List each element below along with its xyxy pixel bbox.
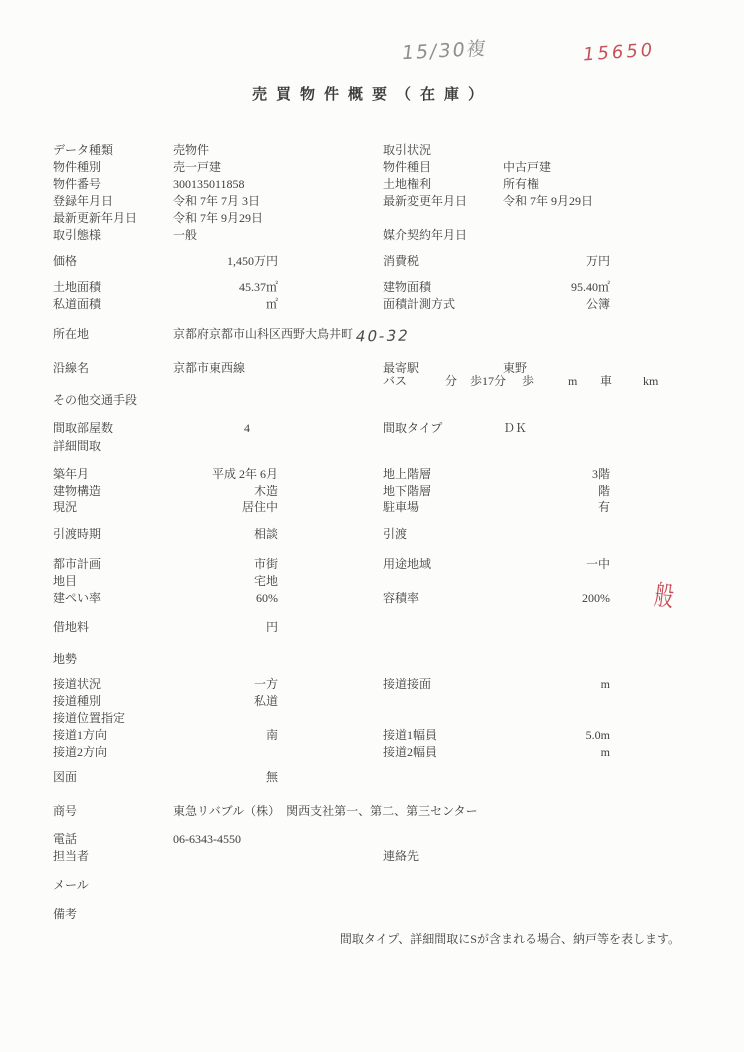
footer-note: 間取タイプ、詳細間取にSが含まれる場合、納戸等を表します。 xyxy=(339,932,680,946)
form-row xyxy=(0,227,744,243)
field-label: 備考 xyxy=(53,907,78,921)
form-row xyxy=(0,676,744,692)
field-label: 接道1幅員 xyxy=(383,728,438,742)
field-value: 南 xyxy=(265,728,278,742)
field-label: 建物面積 xyxy=(383,280,432,294)
address-value: 京都府京都市山科区西野大鳥井町 xyxy=(173,327,354,341)
field-label: 物件種目 xyxy=(383,160,432,174)
transit-row xyxy=(0,373,744,389)
field-value: 所有権 xyxy=(503,177,540,191)
form-row xyxy=(0,159,744,175)
transit-walk-label: 歩 xyxy=(470,374,483,388)
field-label: 土地権利 xyxy=(383,177,432,191)
field-label: 取引状況 xyxy=(383,143,432,157)
field-value: 宅地 xyxy=(253,574,278,588)
form-row xyxy=(0,499,744,515)
field-value: 売物件 xyxy=(173,143,210,157)
field-label: 担当者 xyxy=(53,849,90,863)
handwritten-red-mark: 般 xyxy=(652,578,676,614)
field-value: m xyxy=(600,677,610,691)
field-value: 東野 xyxy=(503,361,528,375)
document-title: 売買物件概要（在庫） xyxy=(251,86,492,103)
field-label: 電話 xyxy=(53,832,78,846)
field-label: 建物構造 xyxy=(53,484,102,498)
field-value: 階 xyxy=(597,484,610,498)
field-value: 平成 2年 6月 xyxy=(211,467,278,481)
field-label: 地目 xyxy=(53,574,78,588)
field-label: 最寄駅 xyxy=(383,361,420,375)
field-label: 最新変更年月日 xyxy=(383,194,468,208)
field-value: 令和 7年 9月29日 xyxy=(173,211,264,225)
form-row xyxy=(0,831,744,847)
transit-walk2-label: 歩 xyxy=(522,374,535,388)
field-value: 95.40㎡ xyxy=(570,280,610,294)
form-row xyxy=(0,176,744,192)
form-row-company xyxy=(0,803,744,819)
form-row xyxy=(0,466,744,482)
field-value: 一般 xyxy=(173,228,198,242)
handwritten-red-number: 15650 xyxy=(582,39,656,66)
field-value: 中古戸建 xyxy=(503,160,552,174)
field-label: 都市計画 xyxy=(53,557,102,571)
field-label: 借地料 xyxy=(53,620,90,634)
field-value: 円 xyxy=(265,620,278,634)
field-label: 最新更新年月日 xyxy=(53,211,138,225)
field-value: 一方 xyxy=(253,677,278,691)
field-value: 5.0m xyxy=(585,728,610,742)
form-row xyxy=(0,573,744,589)
field-label: メール xyxy=(53,878,89,892)
field-label: 接道1方向 xyxy=(53,728,108,742)
form-row xyxy=(0,556,744,572)
form-row xyxy=(0,420,744,436)
transit-bus-label: バス xyxy=(383,374,408,388)
field-value: ＤＫ xyxy=(503,421,528,435)
field-label: 駐車場 xyxy=(383,500,420,514)
field-label: 登録年月日 xyxy=(53,194,114,208)
handwritten-address-number: 40-32 xyxy=(354,326,412,346)
field-value: 60% xyxy=(256,591,278,605)
field-label: 用途地域 xyxy=(383,557,432,571)
form-row xyxy=(0,392,744,408)
form-row xyxy=(0,253,744,269)
field-label: 接道位置指定 xyxy=(53,711,126,725)
field-label: 価格 xyxy=(53,254,78,268)
transit-car-label: 車 xyxy=(600,374,613,388)
form-row xyxy=(0,906,744,922)
field-label: 間取部屋数 xyxy=(53,421,114,435)
field-label: 商号 xyxy=(53,804,78,818)
transit-bus-minutes-unit: 分 xyxy=(445,374,458,388)
field-label: 詳細間取 xyxy=(53,439,102,453)
form-row xyxy=(0,848,744,864)
field-value: ㎡ xyxy=(265,297,278,311)
field-value: 相談 xyxy=(253,527,278,541)
company-value: 東急リバブル（株） 関西支社第一、第二、第三センター xyxy=(173,804,478,818)
field-label: 接道2方向 xyxy=(53,745,108,759)
field-label: 地上階層 xyxy=(383,467,432,481)
field-label: 地勢 xyxy=(53,652,78,666)
form-row xyxy=(0,877,744,893)
field-value: 私道 xyxy=(253,694,278,708)
field-label: 接道2幅員 xyxy=(383,745,438,759)
field-label: 所在地 xyxy=(53,327,90,341)
field-label: 面積計測方式 xyxy=(383,297,456,311)
form-row xyxy=(0,651,744,667)
field-label: データ種類 xyxy=(53,143,114,157)
form-row xyxy=(0,279,744,295)
field-label: 接道種別 xyxy=(53,694,102,708)
field-label: 消費税 xyxy=(383,254,420,268)
field-label: 引渡 xyxy=(383,527,408,541)
field-value: 公簿 xyxy=(585,297,610,311)
field-value: 令和 7年 9月29日 xyxy=(503,194,594,208)
field-label: 築年月 xyxy=(53,467,90,481)
form-row xyxy=(0,693,744,709)
form-row xyxy=(0,193,744,209)
field-value: m xyxy=(600,745,610,759)
field-value: 一中 xyxy=(585,557,610,571)
field-label: 物件種別 xyxy=(53,160,102,174)
form-row xyxy=(0,296,744,312)
form-row xyxy=(0,483,744,499)
form-row xyxy=(0,142,744,158)
field-label: 接道接面 xyxy=(383,677,432,691)
field-value: 1,450万円 xyxy=(226,254,278,268)
field-value: 木造 xyxy=(253,484,278,498)
field-label: 私道面積 xyxy=(53,297,102,311)
form-row xyxy=(0,744,744,760)
form-row xyxy=(0,769,744,785)
field-label: 図面 xyxy=(53,770,78,784)
field-value: 居住中 xyxy=(241,500,278,514)
field-label: 現況 xyxy=(53,500,78,514)
field-label: 容積率 xyxy=(383,591,420,605)
field-value: 4 xyxy=(244,421,250,435)
transit-walk-minutes: 17分 xyxy=(482,374,507,388)
form-row xyxy=(0,210,744,226)
field-value: 市街 xyxy=(253,557,278,571)
transit-km-unit: km xyxy=(643,374,659,388)
field-value: 京都市東西線 xyxy=(173,361,246,375)
field-label: 連絡先 xyxy=(383,849,420,863)
form-row xyxy=(0,727,744,743)
field-value: 3階 xyxy=(591,467,610,481)
form-row xyxy=(0,619,744,635)
field-label: 建ぺい率 xyxy=(53,591,102,605)
form-row xyxy=(0,590,744,606)
form-row xyxy=(0,526,744,542)
field-value: 45.37㎡ xyxy=(238,280,278,294)
field-value: 300135011858 xyxy=(173,177,245,191)
field-value: 売一戸建 xyxy=(173,160,222,174)
field-label: 引渡時期 xyxy=(53,527,102,541)
field-label: 取引態様 xyxy=(53,228,102,242)
field-label: 媒介契約年月日 xyxy=(383,228,468,242)
field-label: 接道状況 xyxy=(53,677,102,691)
field-label: 間取タイプ xyxy=(383,421,443,435)
field-label: 土地面積 xyxy=(53,280,102,294)
field-label: その他交通手段 xyxy=(53,393,138,407)
field-value: 令和 7年 7月 3日 xyxy=(173,194,261,208)
field-value: 200% xyxy=(582,591,610,605)
field-value: 06-6343-4550 xyxy=(173,832,241,846)
field-label: 地下階層 xyxy=(383,484,432,498)
field-value: 万円 xyxy=(585,254,610,268)
field-label: 物件番号 xyxy=(53,177,102,191)
transit-meter-unit: m xyxy=(568,374,578,388)
field-label: 沿線名 xyxy=(53,361,90,375)
field-value: 無 xyxy=(265,770,278,784)
form-row xyxy=(0,438,744,454)
form-row xyxy=(0,710,744,726)
handwritten-page-marker: 15/30複 xyxy=(400,37,489,65)
field-value: 有 xyxy=(597,500,610,514)
